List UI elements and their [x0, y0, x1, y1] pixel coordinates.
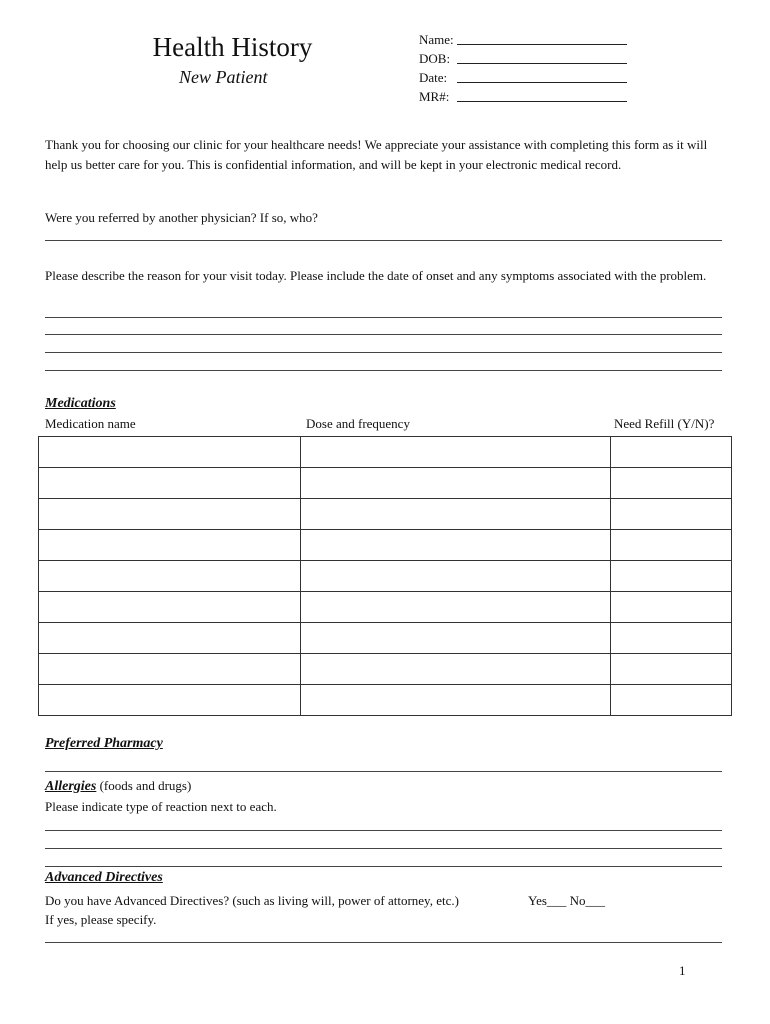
directives-answer-line[interactable]: [45, 942, 722, 943]
allergies-heading-row: [45, 778, 191, 795]
medication-row: [39, 437, 732, 468]
medication-row: [39, 499, 732, 530]
need-refill-cell[interactable]: [611, 561, 732, 592]
allergies-answer-line[interactable]: [45, 866, 722, 867]
reason-answer-line[interactable]: [45, 334, 722, 335]
medication-name-cell[interactable]: [39, 437, 301, 468]
allergies-note: (foods and drugs): [99, 778, 192, 793]
medication-row: [39, 654, 732, 685]
medication-row: [39, 530, 732, 561]
dose-frequency-cell[interactable]: [300, 530, 611, 561]
reason-answer-line[interactable]: [45, 370, 722, 371]
reason-question: Please describe the reason for your visit today. Please include the date of onset and any symptoms associated with the problem.: [45, 268, 707, 283]
date-label: Date:: [419, 70, 448, 85]
medication-name-cell[interactable]: [39, 592, 301, 623]
medication-row: [39, 468, 732, 499]
medication-name-cell[interactable]: [39, 685, 301, 716]
name-field: [419, 30, 639, 49]
medications-heading: Medications: [45, 396, 116, 411]
need-refill-cell[interactable]: [611, 654, 732, 685]
dose-frequency-cell[interactable]: [300, 592, 611, 623]
medications-table: [38, 436, 732, 716]
medication-name-cell[interactable]: [39, 561, 301, 592]
pharmacy-heading: Preferred Pharmacy: [45, 736, 163, 751]
dose-frequency-cell[interactable]: [300, 468, 611, 499]
dose-frequency-cell[interactable]: [300, 685, 611, 716]
directives-followup: If yes, please specify.: [45, 912, 157, 927]
referral-answer-line[interactable]: [45, 240, 722, 241]
medication-row: [39, 623, 732, 654]
pharmacy-answer-line[interactable]: [45, 771, 722, 772]
col-dose-frequency: Dose and frequency: [306, 416, 410, 431]
mr-field: [419, 87, 639, 106]
referral-question: Were you referred by another physician? If so, who?: [45, 210, 318, 225]
mr-blank[interactable]: [457, 87, 627, 102]
need-refill-cell[interactable]: [611, 592, 732, 623]
name-blank[interactable]: [457, 30, 627, 45]
name-label: Name:: [419, 32, 454, 47]
reason-answer-line[interactable]: [45, 352, 722, 353]
dose-frequency-cell[interactable]: [300, 623, 611, 654]
medication-name-cell[interactable]: [39, 654, 301, 685]
reason-answer-line[interactable]: [45, 317, 722, 318]
directives-yes-no[interactable]: Yes___ No___: [528, 893, 606, 908]
need-refill-cell[interactable]: [611, 437, 732, 468]
col-need-refill: Need Refill (Y/N)?: [614, 416, 715, 431]
page-number: 1: [679, 963, 686, 978]
medication-name-cell[interactable]: [39, 623, 301, 654]
need-refill-cell[interactable]: [611, 468, 732, 499]
need-refill-cell[interactable]: [611, 499, 732, 530]
medication-name-cell[interactable]: [39, 530, 301, 561]
dob-blank[interactable]: [457, 49, 627, 64]
medication-row: [39, 561, 732, 592]
intro-paragraph: Thank you for choosing our clinic for your healthcare needs! We appreciate your assistance with completing this form as it will help us better care for you. This is confidential information, and will be kept in your electronic medical record.: [45, 137, 708, 172]
dob-label: DOB:: [419, 51, 451, 66]
allergies-answer-line[interactable]: [45, 848, 722, 849]
allergies-instruction: Please indicate type of reaction next to each.: [45, 799, 277, 814]
medication-name-cell[interactable]: [39, 468, 301, 499]
need-refill-cell[interactable]: [611, 623, 732, 654]
dose-frequency-cell[interactable]: [300, 561, 611, 592]
allergies-answer-line[interactable]: [45, 830, 722, 831]
date-field: [419, 68, 639, 87]
need-refill-cell[interactable]: [611, 530, 732, 561]
medication-row: [39, 592, 732, 623]
allergies-heading: Allergies: [45, 779, 97, 794]
medication-row: [39, 685, 732, 716]
mr-label: MR#:: [419, 89, 450, 104]
directives-question: Do you have Advanced Directives? (such as living will, power of attorney, etc.): [45, 893, 459, 908]
date-blank[interactable]: [457, 68, 627, 83]
directives-heading: Advanced Directives: [45, 870, 163, 885]
dob-field: [419, 49, 639, 68]
medication-name-cell[interactable]: [39, 499, 301, 530]
dose-frequency-cell[interactable]: [300, 654, 611, 685]
dose-frequency-cell[interactable]: [300, 437, 611, 468]
need-refill-cell[interactable]: [611, 685, 732, 716]
col-medication-name: Medication name: [45, 416, 136, 431]
form-subtitle: New Patient: [179, 67, 268, 87]
dose-frequency-cell[interactable]: [300, 499, 611, 530]
form-title: Health History: [152, 32, 313, 62]
